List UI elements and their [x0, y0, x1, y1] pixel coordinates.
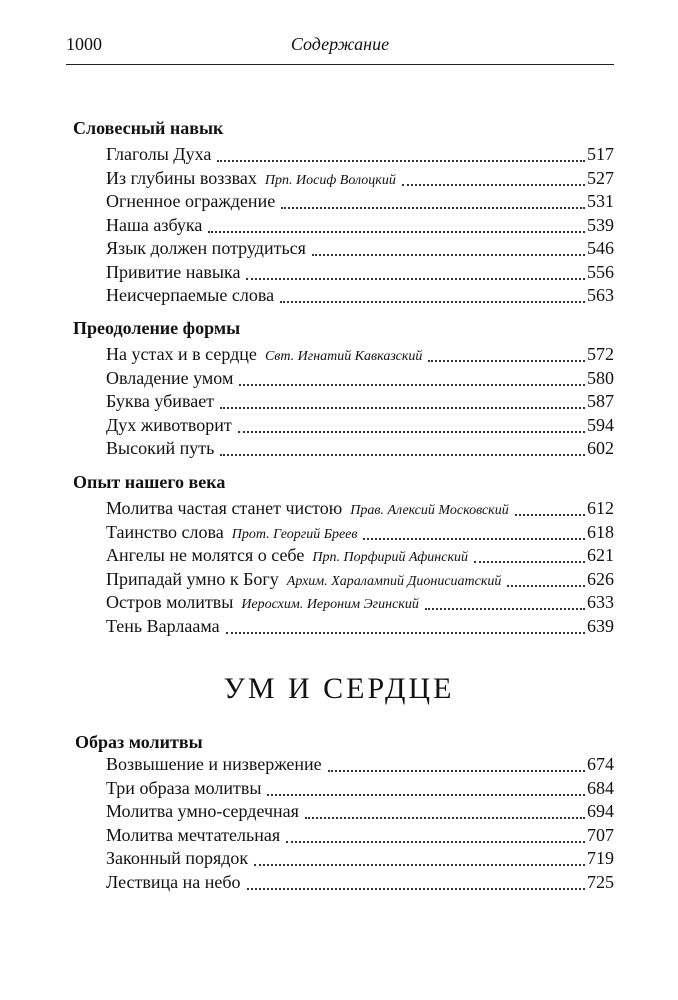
toc-entry	[106, 262, 614, 286]
entry-page-number: 618	[587, 521, 614, 542]
entry-page-number: 517	[587, 144, 614, 164]
dot-leader	[474, 561, 585, 563]
toc-entry	[106, 344, 614, 368]
page-number: 1000	[66, 34, 102, 54]
toc-entry	[106, 592, 614, 616]
entry-title: Привитие навыка	[106, 261, 241, 282]
entry-author: Архим. Харалампий Дионисиатский	[286, 573, 502, 589]
entry-title: Огненное ограждение	[106, 191, 276, 211]
entry-title: Дух животворит	[106, 414, 232, 435]
entry-page-number: 707	[587, 824, 614, 845]
entry-page-number: 621	[587, 545, 614, 565]
toc-entry	[106, 191, 614, 215]
toc-entry	[106, 168, 614, 192]
toc-entry	[106, 368, 614, 392]
entry-page-number: 633	[587, 592, 614, 612]
section-title: Образ молитвы	[75, 732, 203, 752]
dot-leader	[363, 538, 585, 540]
toc-entry	[106, 778, 614, 802]
entry-page-number: 594	[587, 414, 614, 435]
entry-title: Буква убивает	[106, 391, 215, 411]
entry-title: Ангелы не молятся о себе	[106, 545, 305, 565]
toc-entry	[106, 238, 614, 262]
entry-title: Из глубины воззвах	[106, 167, 257, 188]
section-title: Опыт нашего века	[73, 472, 226, 492]
entry-page-number: 556	[587, 261, 614, 282]
dot-leader	[267, 794, 585, 796]
toc-entry	[106, 144, 614, 168]
dot-leader	[507, 585, 585, 587]
dot-leader	[217, 160, 585, 162]
dot-leader	[208, 231, 585, 233]
entry-title: Молитва умно-сердечная	[106, 801, 299, 821]
toc-entry	[106, 545, 614, 569]
entry-title: Три образа молитвы	[106, 777, 262, 798]
entry-page-number: 572	[587, 344, 614, 364]
dot-leader	[280, 301, 585, 303]
entry-page-number: 684	[587, 777, 614, 798]
entry-title: Таинство слова	[106, 521, 224, 542]
entry-title: Лествица на небо	[106, 871, 241, 892]
entry-title: Молитва мечтательная	[106, 824, 281, 845]
entry-title: Глаголы Духа	[106, 144, 212, 164]
toc-entry	[106, 415, 614, 439]
dot-leader	[425, 608, 585, 610]
dot-leader	[515, 514, 585, 516]
toc-entry	[106, 215, 614, 239]
entry-page-number: 639	[587, 615, 614, 636]
entry-author: Иеросхим. Иероним Эгинский	[241, 597, 419, 612]
entry-title: Тень Варлаама	[106, 615, 220, 636]
section-title: Словесный навык	[73, 118, 224, 138]
entry-title: Возвышение и низвержение	[106, 754, 322, 774]
entry-page-number: 725	[587, 871, 614, 892]
entry-title: Овладение умом	[106, 367, 234, 388]
entry-author: Прп. Порфирий Афинский	[312, 550, 468, 565]
entry-title: Язык должен потрудиться	[106, 238, 306, 258]
entry-author: Прот. Георгий Бреев	[231, 526, 358, 542]
dot-leader	[226, 632, 585, 634]
dot-leader	[402, 184, 585, 186]
dot-leader	[246, 278, 585, 280]
dot-leader	[220, 454, 585, 456]
entry-page-number: 602	[587, 438, 614, 458]
dot-leader	[247, 888, 585, 890]
toc-entry	[106, 438, 614, 462]
toc-entry	[106, 498, 614, 522]
entry-title: Молитва частая станет чистою	[106, 498, 343, 518]
entry-page-number: 580	[587, 367, 614, 388]
entry-title: Наша азбука	[106, 214, 203, 235]
toc-entry	[106, 825, 614, 849]
toc-entry	[106, 285, 614, 309]
entry-title: Остров молитвы	[106, 592, 234, 612]
dot-leader	[281, 207, 585, 209]
entry-page-number: 694	[587, 801, 614, 821]
dot-leader	[254, 864, 585, 866]
section-title: Преодоление формы	[73, 318, 241, 338]
entry-page-number: 719	[587, 848, 614, 868]
toc-entry	[106, 801, 614, 825]
entry-page-number: 587	[587, 391, 614, 411]
dot-leader	[286, 841, 585, 843]
entry-author: Прп. Иосиф Волоцкий	[264, 172, 396, 188]
toc-entry	[106, 616, 614, 640]
toc-entry	[106, 848, 614, 872]
toc-entry	[106, 872, 614, 896]
entry-author: Свт. Игнатий Кавказский	[264, 349, 423, 364]
running-title: Содержание	[290, 34, 390, 54]
entry-title: Неисчерпаемые слова	[106, 285, 275, 305]
entry-title: Припадай умно к Богу	[106, 568, 279, 589]
dot-leader	[238, 431, 585, 433]
entry-page-number: 626	[587, 568, 614, 589]
dot-leader	[328, 770, 585, 772]
toc-entry	[106, 522, 614, 546]
entry-page-number: 546	[587, 238, 614, 258]
dot-leader	[428, 360, 585, 362]
part-title: УМ И СЕРДЦЕ	[223, 672, 455, 705]
dot-leader	[239, 384, 585, 386]
entry-page-number: 527	[587, 167, 614, 188]
entry-page-number: 539	[587, 214, 614, 235]
dot-leader	[305, 817, 585, 819]
entry-page-number: 531	[587, 191, 614, 211]
dot-leader	[312, 254, 585, 256]
entry-title: На устах и в сердце	[106, 344, 257, 364]
entry-title: Законный порядок	[106, 848, 249, 868]
dot-leader	[220, 407, 585, 409]
entry-title: Высокий путь	[106, 438, 215, 458]
toc-entry	[106, 754, 614, 778]
toc-entry	[106, 569, 614, 593]
entry-page-number: 612	[587, 498, 614, 518]
entry-author: Прав. Алексий Московский	[350, 503, 509, 518]
entry-page-number: 674	[587, 754, 614, 774]
toc-entry	[106, 391, 614, 415]
entry-page-number: 563	[587, 285, 614, 305]
